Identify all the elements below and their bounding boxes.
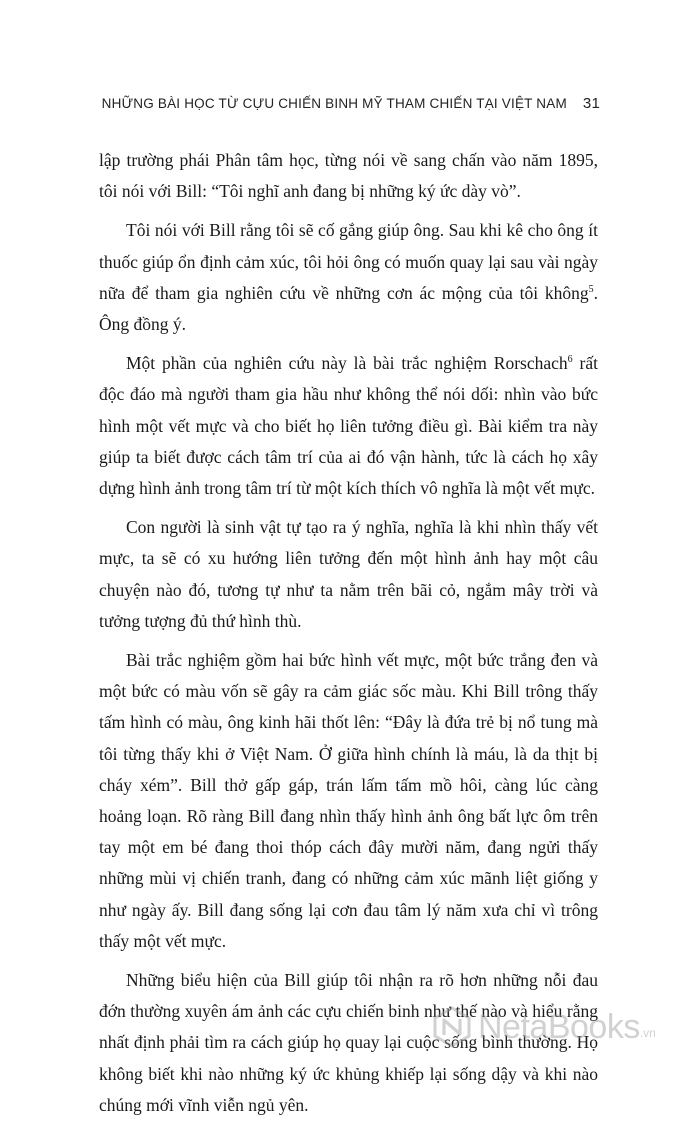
paragraph-1 (99, 145, 598, 207)
watermark-suffix: .vn (639, 1026, 656, 1040)
paragraph-text: Những biểu hiện của Bill giúp tôi nhận ra rõ hơn những nỗi đau đớn thường xuyên ám ảnh các cựu chiến binh như thế nào và hiểu rằng nhất định phải tìm ra cách giúp họ quay lại cuộc sống bình thường. Họ không biết khi nào những ký ức khủng khiếp lại sống dậy và khi nào chúng mới vĩnh viễn ngủ yên. (99, 970, 598, 1115)
body-text (99, 145, 598, 1129)
footnote-marker[interactable]: 6 (567, 354, 573, 366)
running-header (101, 95, 600, 112)
paragraph-2 (99, 215, 598, 340)
paragraph-text: . Ông đồng ý. (99, 282, 598, 335)
paragraph-3 (99, 348, 598, 504)
paragraph-5 (99, 645, 598, 957)
paragraph-4 (99, 512, 598, 637)
paragraph-text: Bài trắc nghiệm gồm hai bức hình vết mực, một bức trắng đen và một bức có màu vốn sẽ gây ra cảm giác sốc màu. Khi Bill trông thấy tấm hình có màu, ông kinh hãi thốt lên: “Đây là đứa trẻ bị nổ tung mà tôi từng thấy khi ở Việt Nam. Ở giữa hình chính là máu, là da thịt bị cháy xém”. Bill thở gấp gáp, trán lấm tấm mồ hôi, càng lúc càng hoảng loạn. Rõ ràng Bill đang nhìn thấy hình ảnh ông bất lực ôm trên tay một em bé đang thoi thóp cách đây mười năm, đang ngửi thấy những mùi vị chiến tranh, đang có những cảm xúc mãnh liệt giống y như ngày ấy. Bill đang sống lại cơn đau tâm lý năm xưa chỉ vì trông thấy một vết mực. (99, 650, 598, 951)
footnote-marker[interactable]: 5 (588, 283, 594, 295)
paragraph-text: Một phần của nghiên cứu này là bài trắc nghiệm Rorschach (126, 353, 568, 374)
paragraph-6 (99, 965, 598, 1121)
page-number: 31 (582, 95, 600, 112)
watermark-brand: NetaBooks (478, 1007, 640, 1046)
chapter-title: NHỮNG BÀI HỌC TỪ CỰU CHIẾN BINH MỸ THAM CHIẾN TẠI VIỆT NAM (101, 96, 567, 111)
paragraph-text: Tôi nói với Bill rằng tôi sẽ cố gắng giúp ông. Sau khi kê cho ông ít thuốc giúp ổn định cảm xúc, tôi hỏi ông có muốn quay lại sau vài ngày nữa để tham gia nghiên cứu về những cơn ác mộng của tôi không (99, 220, 598, 303)
paragraph-text: rất độc đáo mà người tham gia hầu như không thể nói dối: nhìn vào bức hình một vết mực và cho biết họ liên tưởng điều gì. Bài kiểm tra này giúp ta biết được cách tâm trí của ai đó vận hành, tức là cách họ xây dựng hình ảnh trong tâm trí từ một kích thích vô nghĩa là một vết mực. (99, 353, 598, 499)
paragraph-text: lập trường phái Phân tâm học, từng nói về sang chấn vào năm 1895, tôi nói với Bill: “Tôi nghĩ anh đang bị những ký ức dày vò”. (99, 150, 598, 202)
paragraph-text: Con người là sinh vật tự tạo ra ý nghĩa, nghĩa là khi nhìn thấy vết mực, ta sẽ có xu hướng liên tưởng đến một hình ảnh hay một câu chuyện nào đó, tương tự như ta nằm trên bãi cỏ, ngắm mây trời và tưởng tượng đủ thứ hình thù. (99, 517, 598, 631)
